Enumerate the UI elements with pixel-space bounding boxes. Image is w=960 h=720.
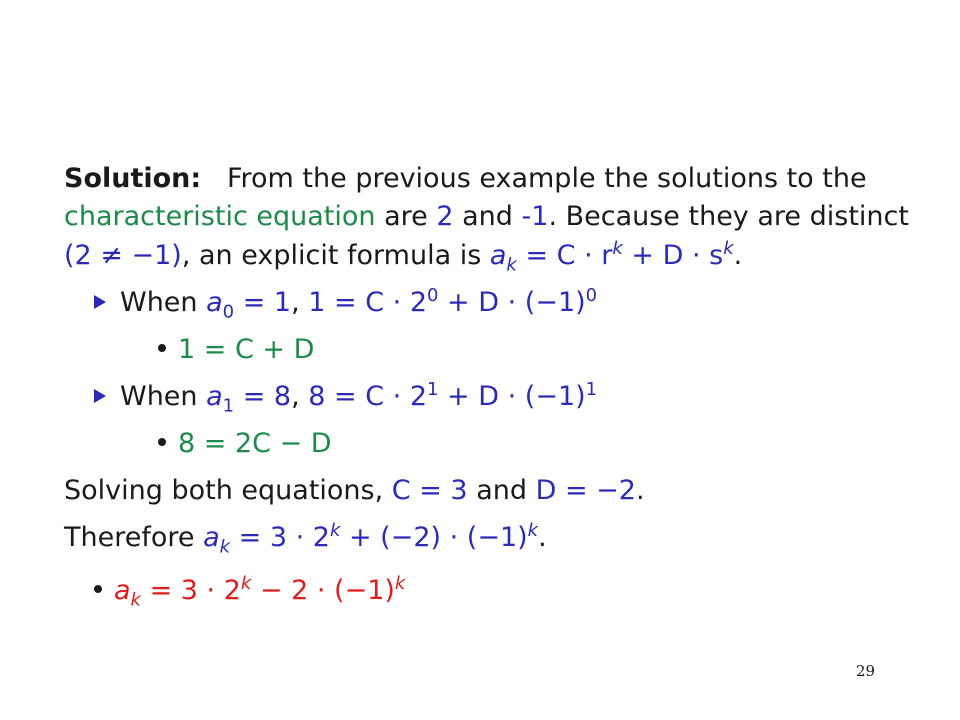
dot-bullet-icon (94, 585, 102, 593)
distinct-text: . Because they are distinct (548, 201, 909, 232)
are-text: are (375, 201, 437, 232)
sub-bullet-1 (158, 331, 314, 369)
solution-intro: From the previous example the solutions to the (226, 163, 867, 194)
bullet-when-a1: When $a_1 = 8$, $8 = C \cdot 2^1 + D \cdot (-1)^1$ (94, 378, 597, 416)
solution-line-3: (2 ≠ −1), an explicit formula is $a_k = C \cdot r^k + D \cdot s^k$. (64, 238, 743, 276)
c-value: C = 3 (391, 475, 468, 506)
dot-bullet-icon (158, 438, 166, 446)
solution-line-2 (64, 198, 909, 236)
solving-line: Solving both equations, C = 3 and D = −2. (64, 475, 645, 506)
equation-2: 8 = 2C − D (178, 428, 332, 459)
solution-line-1 (64, 160, 867, 198)
bullet-when-a0: When $a_0 = 1$, $1 = C \cdot 2^0 + D \cdot (-1)^0$ (94, 284, 597, 322)
formula-text: , an explicit formula is (181, 240, 490, 271)
inequality: (2 ≠ −1) (64, 240, 182, 271)
final-formula-line (94, 572, 405, 610)
sub-bullet-2 (158, 425, 332, 463)
page-number: 29 (856, 662, 876, 680)
characteristic-equation-term: characteristic equation (64, 201, 376, 232)
general-formula: $a_k = C \cdot r^k + D \cdot s^k$ (489, 238, 734, 276)
and-text: and (453, 201, 522, 232)
triangle-bullet-icon (94, 389, 106, 403)
therefore-formula: $a_k = 3 \cdot 2^k + (-2) \cdot (-1)^k$ (203, 520, 539, 558)
dot-bullet-icon (158, 344, 166, 352)
solution-label: Solution: (64, 163, 202, 194)
therefore-line: Therefore $a_k = 3 \cdot 2^k + (-2) \cdot (-1)^k$. (64, 520, 547, 558)
d-value: D = −2 (535, 475, 636, 506)
triangle-bullet-icon (94, 295, 106, 309)
root-1: 2 (436, 201, 454, 232)
condition-a0: $a_0 = 1$ (206, 287, 292, 323)
final-formula: $a_k = 3 \cdot 2^k - 2 \cdot (-1)^k$ (114, 573, 406, 611)
equation-a1: $8 = C \cdot 2^1 + D \cdot (-1)^1$ (308, 379, 598, 412)
root-2: -1 (521, 201, 549, 232)
equation-a0: $1 = C \cdot 2^0 + D \cdot (-1)^0$ (308, 285, 598, 318)
condition-a1: $a_1 = 8$ (206, 381, 292, 417)
equation-1: 1 = C + D (178, 334, 315, 365)
